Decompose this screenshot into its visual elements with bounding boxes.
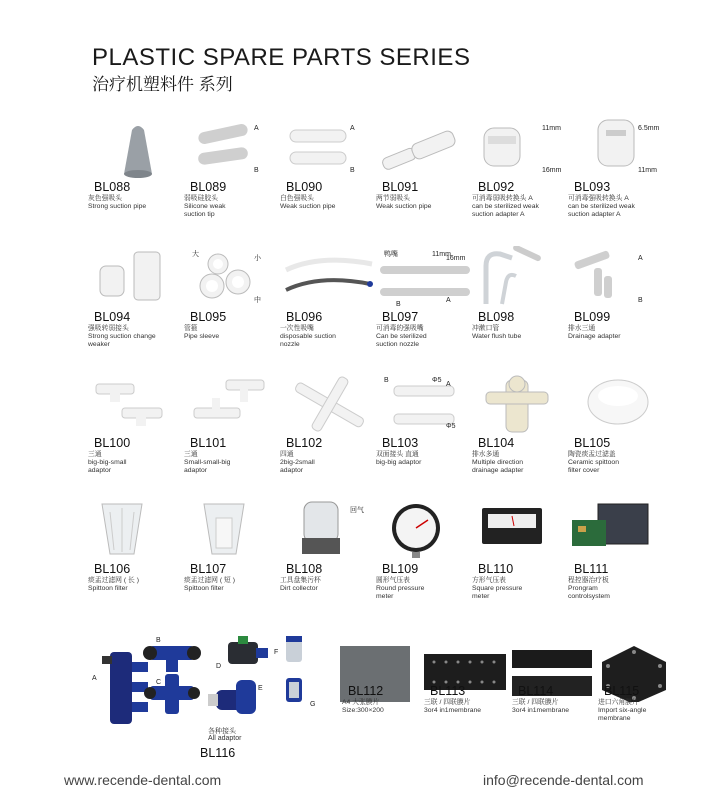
part-bl101 bbox=[184, 372, 284, 492]
part-picture bbox=[280, 116, 380, 178]
part-description: 灰色强吸头 Strong suction pipe bbox=[88, 195, 147, 210]
part-description: 三通 Small-small-big adaptor bbox=[184, 451, 231, 474]
dimension-label: 11mm bbox=[542, 125, 561, 132]
part-picture bbox=[568, 116, 668, 178]
bl116-code: BL116 bbox=[200, 746, 236, 760]
part-code: BL112 bbox=[348, 684, 384, 698]
mark-f: F bbox=[274, 649, 279, 656]
part-bl090 bbox=[280, 116, 380, 236]
part-code: BL091 bbox=[382, 180, 419, 194]
dimension-label: A bbox=[350, 125, 355, 132]
part-code: BL094 bbox=[94, 310, 131, 324]
part-description: 白色强吸头 Weak suction pipe bbox=[280, 195, 336, 210]
part-description: 程控器治疗板 Prongram controlsystem bbox=[568, 577, 610, 600]
part-code: BL106 bbox=[94, 562, 131, 576]
part-bl095 bbox=[184, 246, 284, 366]
part-picture bbox=[376, 372, 476, 434]
mark-b: B bbox=[156, 637, 161, 644]
part-picture bbox=[280, 246, 380, 308]
dimension-label: Φ5 bbox=[432, 377, 442, 384]
part-picture bbox=[472, 498, 572, 560]
part-code: BL099 bbox=[574, 310, 611, 324]
part-picture bbox=[568, 372, 668, 434]
footer-website[interactable]: www.recende-dental.com bbox=[64, 772, 222, 788]
part-code: BL102 bbox=[286, 436, 323, 450]
part-description: 管箍 Pipe sleeve bbox=[184, 325, 220, 340]
part-bl110 bbox=[472, 498, 572, 618]
part-description: 陶瓷痰盂过滤盖 Ceramic spittoon filter cover bbox=[568, 451, 619, 474]
part-description: 四通 2big-2small adaptor bbox=[280, 451, 315, 474]
bl116-desc-cn: 各种接头 bbox=[208, 728, 236, 735]
part-bl108 bbox=[280, 498, 380, 618]
part-bl102 bbox=[280, 372, 380, 492]
dimension-label: 鸭嘴 bbox=[384, 251, 398, 258]
dimension-label: B bbox=[638, 297, 643, 304]
part-bl096 bbox=[280, 246, 380, 366]
page-title: PLASTIC SPARE PARTS SERIES bbox=[92, 44, 471, 71]
part-bl104 bbox=[472, 372, 572, 492]
footer-email[interactable]: info@recende-dental.com bbox=[483, 772, 644, 788]
part-code: BL110 bbox=[478, 562, 514, 576]
dimension-label: B bbox=[384, 377, 389, 384]
part-code: BL103 bbox=[382, 436, 419, 450]
part-description: A4 大张膜片 Size:300×200 bbox=[342, 699, 384, 714]
part-picture bbox=[376, 498, 476, 560]
part-picture bbox=[472, 372, 572, 434]
part-bl097 bbox=[376, 246, 476, 366]
part-description: 强吸转弱接头 Strong suction change weaker bbox=[88, 325, 156, 348]
dimension-label: B bbox=[396, 301, 401, 308]
part-code: BL115 bbox=[604, 684, 640, 698]
part-description: 两节弱吸头 Weak suction pipe bbox=[376, 195, 432, 210]
part-bl115 bbox=[594, 640, 694, 760]
part-bl103 bbox=[376, 372, 476, 492]
part-picture bbox=[184, 372, 284, 434]
part-code: BL092 bbox=[478, 180, 515, 194]
part-bl106 bbox=[88, 498, 188, 618]
part-code: BL096 bbox=[286, 310, 323, 324]
part-picture bbox=[472, 116, 572, 178]
part-code: BL100 bbox=[94, 436, 131, 450]
dimension-label: 6.5mm bbox=[638, 125, 660, 132]
part-picture bbox=[184, 246, 284, 308]
part-bl098 bbox=[472, 246, 572, 366]
part-picture bbox=[88, 372, 188, 434]
part-bl116 bbox=[88, 632, 328, 772]
part-description: 圆形气压表 Round pressure meter bbox=[376, 577, 425, 600]
part-bl094 bbox=[88, 246, 188, 366]
part-bl114 bbox=[508, 640, 608, 760]
part-description: 方形气压表 Square pressure meter bbox=[472, 577, 523, 600]
part-picture bbox=[88, 498, 188, 560]
part-description: 三通 big-big-small adaptor bbox=[88, 451, 127, 474]
part-bl099 bbox=[568, 246, 668, 366]
part-description: 一次性吸嘴 disposable suction nozzle bbox=[280, 325, 336, 348]
dimension-label: Φ5 bbox=[446, 423, 456, 430]
part-code: BL105 bbox=[574, 436, 611, 450]
part-code: BL101 bbox=[190, 436, 227, 450]
part-bl105 bbox=[568, 372, 668, 492]
dimension-label: A bbox=[254, 125, 259, 132]
part-description: 三联 / 四联膜片 3or4 in1membrane bbox=[424, 699, 482, 714]
part-bl093 bbox=[568, 116, 668, 236]
part-code: BL089 bbox=[190, 180, 227, 194]
part-description: 痰盂过滤网 ( 短 ) Spittoon filter bbox=[184, 577, 235, 592]
part-picture bbox=[184, 498, 284, 560]
dimension-label: A bbox=[638, 255, 643, 262]
part-picture bbox=[376, 116, 476, 178]
part-code: BL109 bbox=[382, 562, 419, 576]
part-code: BL111 bbox=[574, 562, 609, 576]
dimension-label: 大 bbox=[192, 251, 199, 258]
dimension-label: A bbox=[446, 297, 451, 304]
part-description: 工具盘集污杯 Dirt collector bbox=[280, 577, 321, 592]
part-picture bbox=[280, 498, 380, 560]
part-bl113 bbox=[420, 640, 520, 760]
part-bl109 bbox=[376, 498, 476, 618]
part-code: BL088 bbox=[94, 180, 131, 194]
part-picture bbox=[88, 246, 188, 308]
part-description: 进口六角膜片 Import six-angle membrane bbox=[598, 699, 647, 722]
part-description: 三联 / 四联膜片 3or4 in1membrane bbox=[512, 699, 570, 714]
dimension-label: 回气 bbox=[350, 507, 364, 514]
part-description: 可消毒弱吸转换头 A can be sterilized weak suction adapter A bbox=[472, 195, 539, 218]
part-code: BL097 bbox=[382, 310, 419, 324]
part-bl100 bbox=[88, 372, 188, 492]
part-code: BL108 bbox=[286, 562, 323, 576]
part-code: BL104 bbox=[478, 436, 515, 450]
part-description: 可消毒的强吸嘴 Can be sterilized suction nozzle bbox=[376, 325, 427, 348]
part-description: 排水三通 Drainage adapter bbox=[568, 325, 621, 340]
mark-a: A bbox=[92, 675, 97, 682]
part-bl107 bbox=[184, 498, 284, 618]
part-code: BL090 bbox=[286, 180, 323, 194]
mark-g: G bbox=[310, 701, 316, 708]
dimension-label: B bbox=[350, 167, 355, 174]
dimension-label: A bbox=[446, 381, 451, 388]
part-picture bbox=[280, 372, 380, 434]
part-picture bbox=[184, 116, 284, 178]
part-bl111 bbox=[568, 498, 668, 618]
mark-c: C bbox=[156, 679, 162, 686]
part-code: BL093 bbox=[574, 180, 611, 194]
dimension-label: 小 bbox=[254, 255, 261, 262]
part-description: 冲漱口管 Water flush tube bbox=[472, 325, 522, 340]
bl116-desc-en: All adaptor bbox=[208, 735, 242, 742]
part-picture bbox=[472, 246, 572, 308]
part-code: BL113 bbox=[430, 684, 466, 698]
part-picture bbox=[376, 246, 476, 308]
part-picture bbox=[568, 498, 668, 560]
part-description: 排水多通 Multiple direction drainage adapter bbox=[472, 451, 524, 474]
dimension-label: 中 bbox=[254, 297, 261, 304]
part-picture bbox=[568, 246, 668, 308]
mark-d: D bbox=[216, 663, 222, 670]
dimension-label: 11mm bbox=[638, 167, 657, 174]
part-bl089 bbox=[184, 116, 284, 236]
part-bl092 bbox=[472, 116, 572, 236]
part-code: BL098 bbox=[478, 310, 515, 324]
mark-e: E bbox=[258, 685, 263, 692]
part-picture bbox=[88, 116, 188, 178]
part-description: 双面接头 直通 big-big adaptor bbox=[376, 451, 422, 466]
part-code: BL107 bbox=[190, 562, 227, 576]
page-subtitle: 治疗机塑料件 系列 bbox=[92, 75, 233, 94]
part-bl088 bbox=[88, 116, 188, 236]
dimension-label: 11mm bbox=[432, 251, 451, 258]
part-description: 弱吸硅胶头 Silicone weak suction tip bbox=[184, 195, 226, 218]
part-bl091 bbox=[376, 116, 476, 236]
part-code: BL095 bbox=[190, 310, 227, 324]
dimension-label: B bbox=[254, 167, 259, 174]
part-code: BL114 bbox=[518, 684, 554, 698]
part-description: 可消毒强吸转换头 A can be sterilized weak suction adapter A bbox=[568, 195, 635, 218]
dimension-label: 16mm bbox=[446, 255, 466, 262]
dimension-label: 16mm bbox=[542, 167, 562, 174]
part-description: 痰盂过滤网 ( 长 ) Spittoon filter bbox=[88, 577, 139, 592]
